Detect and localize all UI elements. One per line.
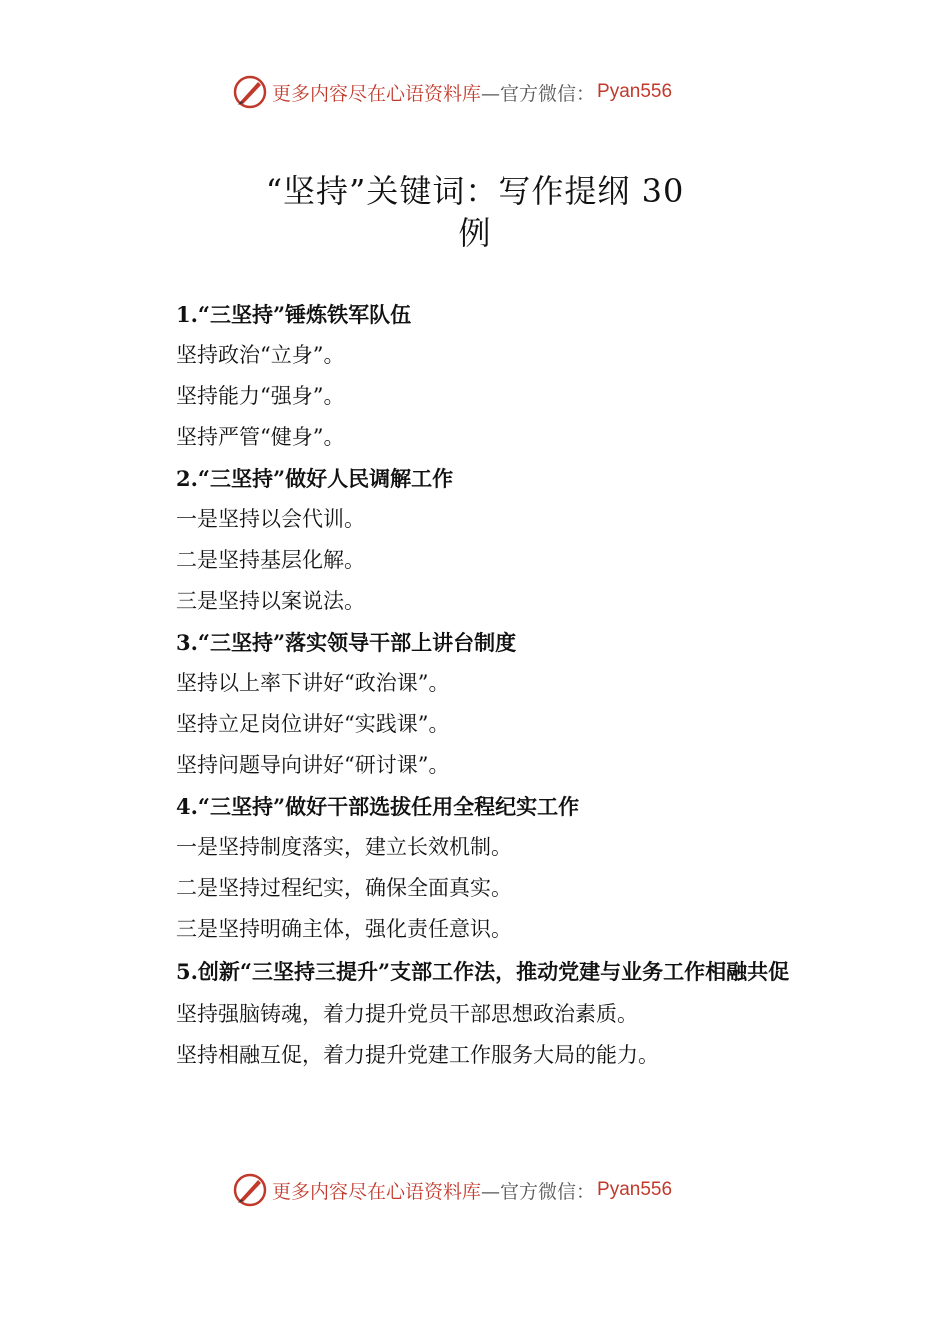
title-line-1: “坚持”关键词：写作提纲 30: [265, 172, 685, 210]
section-heading-1: 1.“三坚持”锤炼铁军队伍: [176, 302, 412, 327]
section-heading-5: 5.创新“三坚持三提升”支部工作法，推动党建与业务工作相融共促: [176, 959, 790, 984]
list-item: 坚持强脑铸魂，着力提升党员干部思想政治素质。: [176, 1002, 638, 1026]
quill-pen-circle-icon: [232, 74, 268, 110]
document-body: [128, 294, 828, 1076]
header-watermark-banner: [232, 72, 732, 112]
list-item: 二是坚持过程纪实，确保全面真实。: [176, 876, 512, 900]
list-item: 三是坚持以案说法。: [176, 589, 365, 613]
document-title: [0, 170, 950, 254]
banner-sub-text: —官方微信：: [481, 82, 596, 105]
list-item: 三是坚持明确主体，强化责任意识。: [176, 917, 512, 941]
banner-wechat-id: Pyan556: [597, 1179, 673, 1200]
list-item: 二是坚持基层化解。: [176, 548, 365, 572]
list-item: 坚持严管“健身”。: [176, 425, 345, 449]
list-item: 坚持能力“强身”。: [176, 384, 345, 408]
list-item: 坚持以上率下讲好“政治课”。: [176, 671, 450, 695]
list-item: 一是坚持制度落实，建立长效机制。: [176, 835, 512, 859]
list-item: 一是坚持以会代训。: [176, 507, 365, 531]
section-heading-4: 4.“三坚持”做好干部选拔任用全程纪实工作: [176, 794, 580, 819]
list-item: 坚持相融互促，着力提升党建工作服务大局的能力。: [176, 1043, 659, 1067]
section-heading-2: 2.“三坚持”做好人民调解工作: [176, 466, 454, 491]
title-line-2: 例: [458, 214, 492, 252]
section-heading-3: 3.“三坚持”落实领导干部上讲台制度: [176, 630, 517, 655]
quill-pen-circle-icon: [232, 1172, 268, 1208]
banner-wechat-id: Pyan556: [597, 81, 673, 102]
footer-watermark-banner: [232, 1170, 732, 1210]
banner-sub-text: —官方微信：: [481, 1180, 596, 1203]
list-item: 坚持问题导向讲好“研讨课”。: [176, 753, 450, 777]
banner-main-text: 更多内容尽在心语资料库: [272, 1180, 482, 1203]
banner-main-text: 更多内容尽在心语资料库: [272, 82, 482, 105]
list-item: 坚持政治“立身”。: [176, 343, 345, 367]
list-item: 坚持立足岗位讲好“实践课”。: [176, 712, 450, 736]
